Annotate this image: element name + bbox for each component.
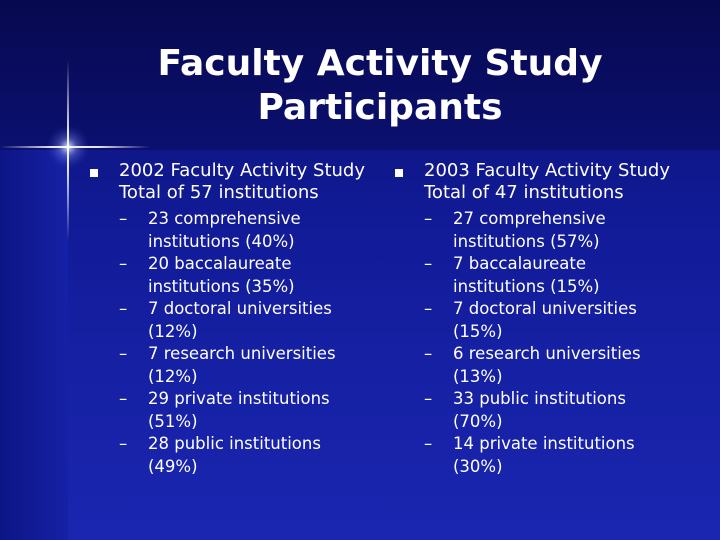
list-item-line-1: 7 research universities xyxy=(148,344,336,363)
dash-icon: – xyxy=(424,254,433,273)
dash-icon: – xyxy=(119,434,128,453)
list-item-line-2: institutions (35%) xyxy=(148,276,295,296)
list-item xyxy=(119,208,388,253)
square-bullet-icon xyxy=(395,169,403,177)
list-item-line-1: 20 baccalaureate xyxy=(148,254,292,273)
dash-icon: – xyxy=(119,389,128,408)
list-item xyxy=(424,388,693,433)
right-heading-line-2: Total of 47 institutions xyxy=(424,182,624,203)
left-heading-line-1: 2002 Faculty Activity Study xyxy=(119,160,366,181)
left-bullet xyxy=(88,160,388,204)
list-item xyxy=(119,433,388,478)
list-item-line-2: (12%) xyxy=(148,366,198,386)
left-heading xyxy=(119,160,388,204)
dash-icon: – xyxy=(424,299,433,318)
list-item-line-1: 7 baccalaureate xyxy=(453,254,587,273)
right-bullet xyxy=(393,160,693,204)
list-item-line-2: (13%) xyxy=(453,366,503,386)
dash-icon: – xyxy=(424,344,433,363)
title-line-1: Faculty Activity Study xyxy=(157,43,603,84)
right-column xyxy=(393,160,693,478)
dash-icon: – xyxy=(424,389,433,408)
list-item-line-2: (15%) xyxy=(453,321,503,341)
list-item xyxy=(119,253,388,298)
list-item-line-2: (49%) xyxy=(148,456,198,476)
list-item-line-1: 6 research universities xyxy=(453,344,641,363)
list-item xyxy=(119,343,388,388)
right-sub-list xyxy=(393,208,693,478)
left-column xyxy=(88,160,388,478)
list-item xyxy=(119,388,388,433)
left-heading-line-2: Total of 57 institutions xyxy=(119,182,319,203)
list-item xyxy=(424,433,693,478)
slide-title xyxy=(60,42,700,130)
list-item-line-1: 23 comprehensive xyxy=(148,209,301,228)
list-item xyxy=(424,253,693,298)
list-item xyxy=(424,343,693,388)
list-item-line-1: 29 private institutions xyxy=(148,389,330,408)
list-item-line-1: 7 doctoral universities xyxy=(148,299,332,318)
list-item-line-2: (30%) xyxy=(453,456,503,476)
title-line-2: Participants xyxy=(257,87,503,128)
sparkle-horizontal-ray xyxy=(0,146,150,148)
list-item-line-2: institutions (40%) xyxy=(148,231,295,251)
dash-icon: – xyxy=(119,254,128,273)
list-item xyxy=(424,298,693,343)
dash-icon: – xyxy=(119,299,128,318)
list-item-line-1: 14 private institutions xyxy=(453,434,635,453)
list-item-line-1: 28 public institutions xyxy=(148,434,321,453)
right-heading xyxy=(424,160,693,204)
list-item-line-2: (51%) xyxy=(148,411,198,431)
dash-icon: – xyxy=(119,209,128,228)
square-bullet-icon xyxy=(90,169,98,177)
list-item-line-2: institutions (15%) xyxy=(453,276,600,296)
dash-icon: – xyxy=(424,209,433,228)
right-heading-line-1: 2003 Faculty Activity Study xyxy=(424,160,671,181)
list-item-line-1: 27 comprehensive xyxy=(453,209,606,228)
list-item-line-2: institutions (57%) xyxy=(453,231,600,251)
list-item-line-1: 7 doctoral universities xyxy=(453,299,637,318)
list-item-line-1: 33 public institutions xyxy=(453,389,626,408)
list-item-line-2: (70%) xyxy=(453,411,503,431)
dash-icon: – xyxy=(424,434,433,453)
list-item xyxy=(424,208,693,253)
dash-icon: – xyxy=(119,344,128,363)
list-item xyxy=(119,298,388,343)
left-sub-list xyxy=(88,208,388,478)
list-item-line-2: (12%) xyxy=(148,321,198,341)
